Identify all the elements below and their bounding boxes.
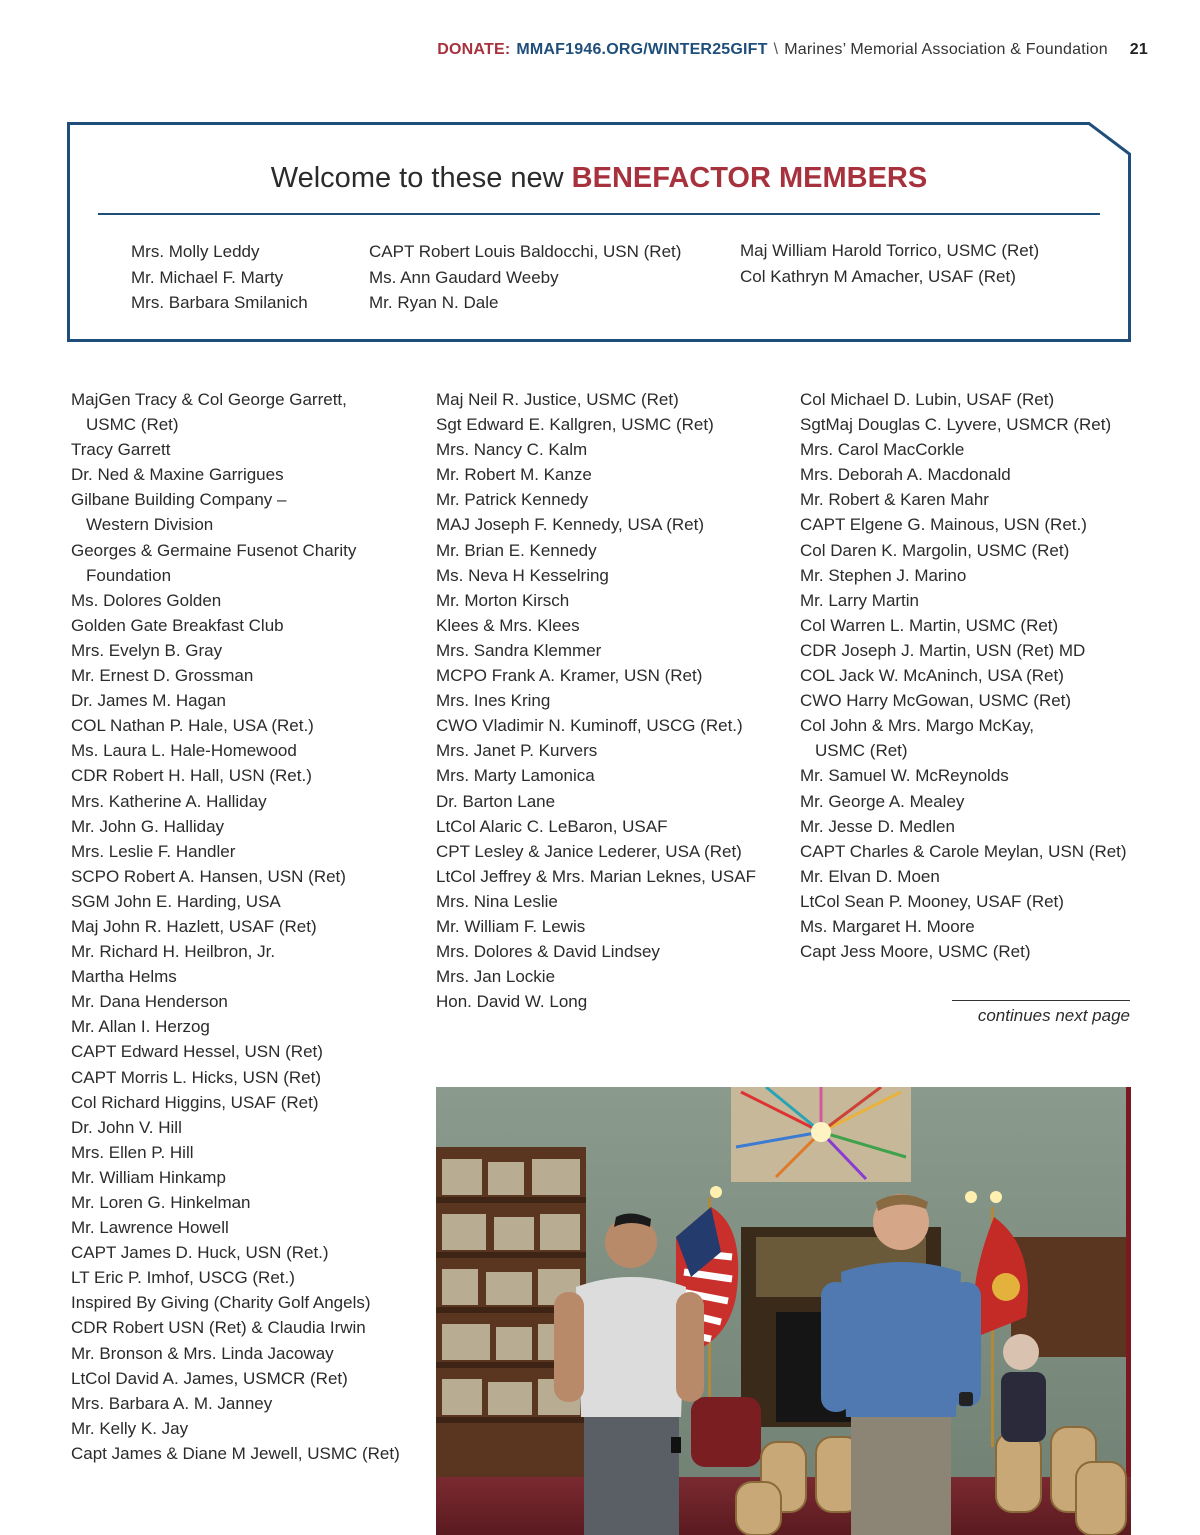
member-entry [71, 1240, 400, 1265]
member-name: LT Eric P. Imhof, USCG (Ret.) [71, 1268, 295, 1288]
member-name: Mrs. Janet P. Kurvers [436, 741, 598, 761]
header-separator: \ [773, 41, 779, 58]
member-entry [800, 789, 1127, 814]
member-entry [436, 789, 756, 814]
member-entry [71, 1441, 400, 1466]
member-name: Mrs. Carol MacCorkle [800, 440, 965, 460]
member-entry [71, 1190, 400, 1215]
member-entry [800, 713, 1127, 763]
member-name: Mrs. Sandra Klemmer [436, 640, 602, 660]
member-entry [71, 688, 400, 713]
member-entry [436, 914, 756, 939]
member-entry [436, 663, 756, 688]
member-entry [71, 814, 400, 839]
member-entry [71, 738, 400, 763]
member-entry [71, 1014, 400, 1039]
member-name: Mr. Elvan D. Moen [800, 866, 940, 886]
member-entry [71, 462, 400, 487]
member-entry [71, 1039, 400, 1064]
member-name: Mr. Brian E. Kennedy [436, 540, 597, 560]
member-entry [436, 613, 756, 638]
continues-label: continues next page [977, 1006, 1130, 1025]
member-entry [800, 939, 1127, 964]
member-column-2 [436, 387, 756, 1014]
member-name: Dr. Ned & Maxine Garrigues [71, 465, 284, 485]
member-entry [800, 538, 1127, 563]
member-name: Mrs. Ellen P. Hill [71, 1142, 194, 1162]
member-name: Mr. Dana Henderson [71, 992, 228, 1012]
member-entry [800, 688, 1127, 713]
continues-next-page [952, 1000, 1130, 1026]
member-name: SCPO Robert A. Hansen, USN (Ret) [71, 866, 346, 886]
member-entry [436, 512, 756, 537]
welcome-title-highlight: BENEFACTOR MEMBERS [571, 162, 928, 194]
member-entry [436, 588, 756, 613]
member-entry [800, 437, 1127, 462]
member-entry [71, 613, 400, 638]
member-name: Col John & Mrs. Margo McKay, [800, 716, 1034, 736]
member-entry [436, 939, 756, 964]
welcome-divider [98, 213, 1100, 215]
member-name: Mrs. Evelyn B. Gray [71, 640, 223, 660]
member-name: Mr. Robert M. Kanze [436, 465, 592, 485]
member-name: CAPT James D. Huck, USN (Ret.) [71, 1243, 329, 1263]
member-entry [71, 989, 400, 1014]
member-name: SGM John E. Harding, USA [71, 891, 281, 911]
member-name: Maj Neil R. Justice, USMC (Ret) [436, 390, 679, 409]
library-event-photo-illustration [436, 1087, 1131, 1535]
member-name: COL Nathan P. Hale, USA (Ret.) [71, 716, 314, 736]
member-entry [71, 864, 400, 889]
member-name-continuation: USMC (Ret) [815, 741, 908, 761]
member-entry [436, 412, 756, 437]
member-column-3 [800, 387, 1127, 964]
welcome-member-name: Mr. Michael F. Marty [131, 267, 284, 287]
member-entry [800, 412, 1127, 437]
member-name: Mrs. Marty Lamonica [436, 766, 595, 786]
member-name: Ms. Dolores Golden [71, 590, 222, 610]
welcome-member-name: Ms. Ann Gaudard Weeby [369, 267, 559, 287]
member-name: LtCol Jeffrey & Mrs. Marian Leknes, USAF [436, 866, 756, 886]
member-entry [71, 1140, 400, 1165]
member-name: LtCol Sean P. Mooney, USAF (Ret) [800, 891, 1064, 911]
member-name: Mr. John G. Halliday [71, 816, 225, 836]
member-name: Col Warren L. Martin, USMC (Ret) [800, 615, 1059, 635]
member-name: Mr. Larry Martin [800, 590, 920, 610]
welcome-member-name: CAPT Robert Louis Baldocchi, USN (Ret) [369, 242, 682, 261]
member-entry [800, 914, 1127, 939]
member-entry [436, 713, 756, 738]
member-name: SgtMaj Douglas C. Lyvere, USMCR (Ret) [800, 415, 1112, 435]
member-name: Ms. Laura L. Hale-Homewood [71, 741, 297, 761]
member-name: Ms. Margaret H. Moore [800, 916, 975, 936]
welcome-member-name: Col Kathryn M Amacher, USAF (Ret) [740, 266, 1016, 286]
member-entry [71, 1366, 400, 1391]
member-name: CDR Joseph J. Martin, USN (Ret) MD [800, 640, 1086, 660]
member-entry [71, 1215, 400, 1240]
member-name: Mr. Robert & Karen Mahr [800, 490, 989, 510]
member-name: Ms. Neva H Kesselring [436, 565, 609, 585]
member-name: Col Richard Higgins, USAF (Ret) [71, 1092, 319, 1112]
member-entry [800, 387, 1127, 412]
member-name-continuation: Foundation [86, 565, 172, 585]
member-name: CWO Vladimir N. Kuminoff, USCG (Ret.) [436, 716, 743, 736]
member-entry [71, 538, 400, 588]
member-name: Mr. Samuel W. McReynolds [800, 766, 1009, 786]
member-entry [436, 437, 756, 462]
member-name: CAPT Charles & Carole Meylan, USN (Ret) [800, 841, 1127, 861]
member-entry [436, 964, 756, 989]
member-name: Mr. Morton Kirsch [436, 590, 570, 610]
member-name: Mr. William F. Lewis [436, 916, 586, 936]
member-entry [71, 839, 400, 864]
welcome-member-name: Mrs. Barbara Smilanich [131, 293, 308, 312]
member-entry [71, 1090, 400, 1115]
welcome-member-name: Maj William Harold Torrico, USMC (Ret) [740, 241, 1040, 260]
member-name: Mr. Jesse D. Medlen [800, 816, 955, 836]
member-entry [800, 462, 1127, 487]
member-name: Tracy Garrett [71, 440, 171, 460]
member-entry [436, 989, 756, 1014]
member-name: Mr. William Hinkamp [71, 1167, 226, 1187]
donate-url-link[interactable]: MMAF1946.ORG/WINTER25GIFT [516, 41, 768, 58]
member-entry [71, 1391, 400, 1416]
member-entry [71, 1065, 400, 1090]
member-entry [800, 814, 1127, 839]
member-name: Mrs. Nancy C. Kalm [436, 440, 588, 460]
member-name: CDR Robert USN (Ret) & Claudia Irwin [71, 1318, 366, 1338]
member-entry [71, 914, 400, 939]
member-entry [71, 487, 400, 537]
member-entry [436, 864, 756, 889]
member-entry [71, 638, 400, 663]
member-name: Col Michael D. Lubin, USAF (Ret) [800, 390, 1055, 409]
member-name: Mrs. Katherine A. Halliday [71, 791, 267, 811]
member-name: Mr. George A. Mealey [800, 791, 965, 811]
organization-name: Marines’ Memorial Association & Foundation [784, 41, 1108, 58]
member-name: Capt James & Diane M Jewell, USMC (Ret) [71, 1443, 400, 1463]
member-name: CAPT Edward Hessel, USN (Ret) [71, 1042, 323, 1062]
member-entry [800, 864, 1127, 889]
welcome-column-3 [740, 238, 1039, 289]
member-entry [436, 889, 756, 914]
member-name: Mr. Patrick Kennedy [436, 490, 589, 510]
member-entry [436, 763, 756, 788]
member-entry [71, 1315, 400, 1340]
member-name: Georges & Germaine Fusenot Charity [71, 540, 357, 560]
member-name: Sgt Edward E. Kallgren, USMC (Ret) [436, 415, 714, 435]
member-entry [800, 638, 1127, 663]
member-name: Mr. Allan I. Herzog [71, 1017, 210, 1037]
donate-label: DONATE: [437, 41, 511, 58]
member-entry [71, 889, 400, 914]
member-name: MAJ Joseph F. Kennedy, USA (Ret) [436, 515, 705, 535]
member-name-continuation: Western Division [86, 515, 214, 535]
member-name: Hon. David W. Long [436, 992, 588, 1012]
member-name: Martha Helms [71, 967, 177, 987]
member-name: Mrs. Dolores & David Lindsey [436, 942, 660, 962]
member-name: Mr. Bronson & Mrs. Linda Jacoway [71, 1343, 334, 1363]
member-entry [71, 939, 400, 964]
welcome-member-name: Mr. Ryan N. Dale [369, 293, 499, 312]
member-name: MCPO Frank A. Kramer, USN (Ret) [436, 666, 703, 686]
member-name: Dr. James M. Hagan [71, 691, 226, 711]
member-entry [436, 688, 756, 713]
member-entry [71, 964, 400, 989]
member-name: CAPT Elgene G. Mainous, USN (Ret.) [800, 515, 1087, 535]
member-entry [71, 1341, 400, 1366]
member-name: Dr. Barton Lane [436, 791, 556, 811]
member-entry [800, 889, 1127, 914]
member-name: Mrs. Nina Leslie [436, 891, 558, 911]
member-name: Mr. Loren G. Hinkelman [71, 1193, 251, 1212]
member-entry [71, 1165, 400, 1190]
member-name: Inspired By Giving (Charity Golf Angels) [71, 1293, 371, 1313]
member-name: LtCol Alaric C. LeBaron, USAF [436, 816, 668, 836]
member-name: Gilbane Building Company – [71, 490, 287, 510]
member-entry [71, 713, 400, 738]
welcome-column-1 [131, 239, 308, 316]
member-name: Mr. Lawrence Howell [71, 1218, 229, 1238]
member-column-1 [71, 387, 400, 1466]
member-entry [436, 462, 756, 487]
member-entry [71, 437, 400, 462]
member-entry [800, 588, 1127, 613]
member-entry [71, 789, 400, 814]
member-name: Maj John R. Hazlett, USAF (Ret) [71, 916, 317, 936]
member-entry [71, 1115, 400, 1140]
member-entry [436, 538, 756, 563]
member-name: CWO Harry McGowan, USMC (Ret) [800, 691, 1072, 711]
member-entry [800, 763, 1127, 788]
member-name: Mr. Stephen J. Marino [800, 565, 967, 585]
member-entry [71, 387, 400, 437]
member-name: Mrs. Leslie F. Handler [71, 841, 236, 861]
member-name: CPT Lesley & Janice Lederer, USA (Ret) [436, 841, 742, 861]
member-name: Dr. John V. Hill [71, 1117, 182, 1137]
member-name: Mrs. Jan Lockie [436, 967, 556, 987]
welcome-column-2 [369, 239, 681, 316]
member-entry [800, 663, 1127, 688]
member-name: Col Daren K. Margolin, USMC (Ret) [800, 540, 1070, 560]
member-entry [436, 387, 756, 412]
member-name: Mrs. Deborah A. Macdonald [800, 465, 1011, 485]
member-name: CAPT Morris L. Hicks, USN (Ret) [71, 1067, 321, 1087]
member-entry [71, 763, 400, 788]
member-name: Mr. Kelly K. Jay [71, 1418, 189, 1438]
member-entry [436, 738, 756, 763]
member-name: Mrs. Barbara A. M. Janney [71, 1393, 273, 1413]
member-entry [436, 839, 756, 864]
member-name: Mrs. Ines Kring [436, 691, 551, 711]
member-entry [800, 512, 1127, 537]
member-name: COL Jack W. McAninch, USA (Ret) [800, 666, 1064, 686]
member-entry [71, 1265, 400, 1290]
member-name: MajGen Tracy & Col George Garrett, [71, 390, 347, 409]
member-name: CDR Robert H. Hall, USN (Ret.) [71, 766, 312, 786]
member-name: Golden Gate Breakfast Club [71, 615, 284, 635]
member-name: Mr. Richard H. Heilbron, Jr. [71, 942, 276, 962]
member-entry [71, 1290, 400, 1315]
member-entry [800, 563, 1127, 588]
member-entry [71, 1416, 400, 1441]
member-name: Mr. Ernest D. Grossman [71, 666, 254, 686]
member-entry [71, 588, 400, 613]
page-header [437, 38, 1148, 62]
member-entry [800, 487, 1127, 512]
member-name: Klees & Mrs. Klees [436, 615, 580, 635]
member-name-continuation: USMC (Ret) [86, 415, 179, 435]
event-photo [436, 1087, 1131, 1535]
welcome-title [67, 162, 1131, 195]
member-entry [436, 487, 756, 512]
member-entry [800, 613, 1127, 638]
member-name: Capt Jess Moore, USMC (Ret) [800, 942, 1031, 962]
member-entry [71, 663, 400, 688]
page-number: 21 [1129, 41, 1148, 58]
member-entry [436, 814, 756, 839]
benefactor-welcome-box [67, 122, 1131, 342]
member-entry [436, 563, 756, 588]
member-entry [800, 839, 1127, 864]
member-name: LtCol David A. James, USMCR (Ret) [71, 1368, 348, 1388]
welcome-member-name: Mrs. Molly Leddy [131, 242, 260, 261]
member-entry [436, 638, 756, 663]
welcome-title-prefix: Welcome to these new [270, 162, 564, 194]
